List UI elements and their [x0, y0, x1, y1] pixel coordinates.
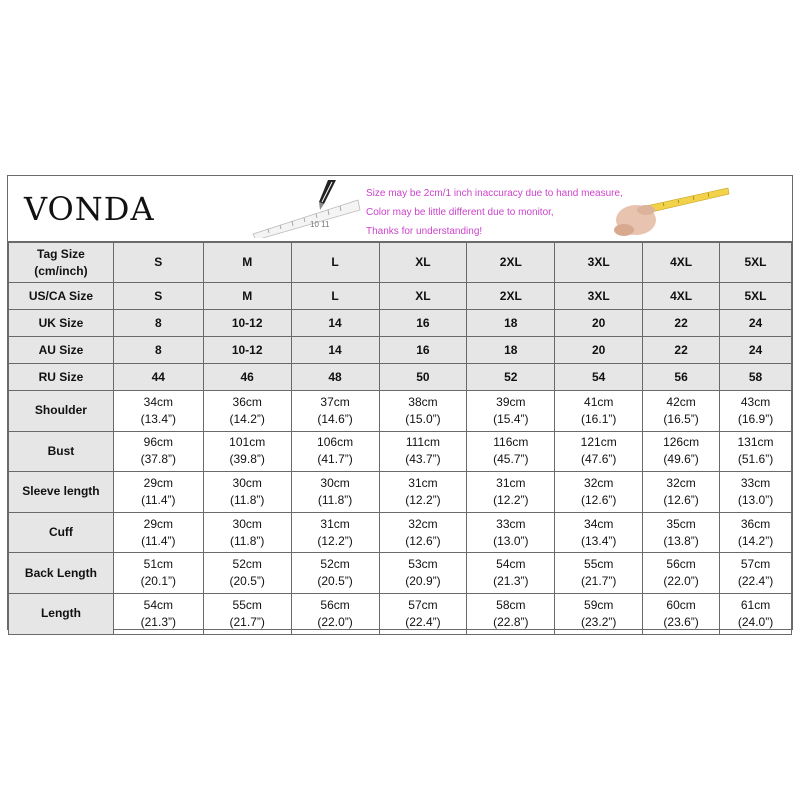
cm-value: 29cm [143, 475, 173, 490]
inch-value: (21.7”) [581, 574, 617, 589]
size-cell: 46 [203, 364, 291, 391]
measure-cell [379, 593, 467, 634]
size-cell: 24 [720, 337, 792, 364]
measure-cell [203, 553, 291, 594]
measure-cell [203, 593, 291, 634]
measure-cell [467, 431, 555, 472]
size-cell: 56 [643, 364, 720, 391]
cm-value: 131cm [737, 435, 774, 450]
inch-value: (11.4”) [141, 492, 176, 507]
measure-cell [643, 472, 720, 513]
measure-cell [555, 391, 643, 432]
inch-value: (11.8”) [229, 492, 265, 507]
inch-value: (13.4”) [581, 533, 617, 548]
measure-cell [379, 512, 467, 553]
inch-value: (21.7”) [229, 614, 265, 629]
inch-value: (41.7”) [317, 452, 353, 467]
measure-row [9, 593, 792, 634]
inch-value: (22.4”) [405, 614, 441, 629]
note-line: Color may be little different due to monitor, [366, 207, 554, 218]
size-cell: L [291, 243, 379, 283]
cm-value: 106cm [317, 435, 354, 450]
inch-value: (13.0”) [493, 533, 529, 548]
cm-value: 36cm [740, 516, 771, 531]
cm-value: 33cm [740, 475, 771, 490]
size-cell: 5XL [720, 283, 792, 310]
size-cell: XL [379, 243, 467, 283]
cm-value: 34cm [584, 516, 614, 531]
measure-cell [555, 472, 643, 513]
inch-value: (22.8”) [493, 614, 529, 629]
cm-value: 96cm [143, 435, 173, 450]
size-cell: 8 [113, 310, 203, 337]
inch-value: (13.8”) [663, 533, 699, 548]
cm-value: 60cm [666, 597, 696, 612]
cm-value: 42cm [666, 394, 696, 409]
cm-value: 56cm [320, 597, 350, 612]
size-cell: M [203, 243, 291, 283]
measure-cell [113, 391, 203, 432]
size-cell: 14 [291, 337, 379, 364]
inch-value: (23.2”) [581, 614, 617, 629]
measure-cell [555, 431, 643, 472]
cm-value: 111cm [405, 435, 441, 450]
measure-cell [720, 472, 792, 513]
inch-value: (47.6”) [581, 452, 617, 467]
inch-value: (12.2”) [405, 492, 441, 507]
measure-cell [203, 431, 291, 472]
measure-cell [643, 553, 720, 594]
cm-value: 54cm [143, 597, 173, 612]
measure-row [9, 431, 792, 472]
measure-cell [379, 472, 467, 513]
size-row [9, 243, 792, 283]
size-row [9, 283, 792, 310]
inch-value: (22.0”) [663, 574, 699, 589]
row-label: RU Size [9, 364, 114, 391]
inch-value: (15.0”) [405, 411, 441, 426]
cm-value: 52cm [320, 557, 350, 572]
cm-value: 30cm [232, 475, 262, 490]
pen-ruler-icon [248, 178, 363, 238]
cm-value: 33cm [496, 516, 526, 531]
cm-value: 116cm [493, 435, 529, 450]
measure-cell [291, 512, 379, 553]
measure-cell [113, 472, 203, 513]
size-cell: 18 [467, 337, 555, 364]
inch-value: (37.8”) [140, 452, 176, 467]
row-label: Tag Size (cm/inch) [9, 243, 114, 283]
measure-cell [720, 593, 792, 634]
size-cell: 5XL [720, 243, 792, 283]
cm-value: 32cm [666, 475, 696, 490]
cm-value: 51cm [143, 557, 173, 572]
cm-value: 31cm [496, 475, 526, 490]
measure-cell [379, 391, 467, 432]
cm-value: 126cm [663, 435, 700, 450]
size-cell: 4XL [643, 243, 720, 283]
notes [366, 184, 623, 241]
size-cell: L [291, 283, 379, 310]
inch-value: (39.8”) [229, 452, 265, 467]
size-row [9, 310, 792, 337]
size-row [9, 364, 792, 391]
row-label: Bust [9, 431, 114, 472]
measure-row [9, 391, 792, 432]
cm-value: 41cm [584, 394, 614, 409]
size-cell: 44 [113, 364, 203, 391]
cm-value: 30cm [320, 475, 350, 490]
measure-cell [643, 431, 720, 472]
size-cell: 58 [720, 364, 792, 391]
measure-cell [113, 593, 203, 634]
size-cell: XL [379, 283, 467, 310]
cm-value: 39cm [496, 394, 526, 409]
size-cell: 4XL [643, 283, 720, 310]
svg-text:10 11: 10 11 [310, 220, 330, 229]
measure-cell [555, 593, 643, 634]
inch-value: (12.2”) [317, 533, 353, 548]
cm-value: 43cm [740, 394, 771, 409]
inch-value: (24.0”) [737, 614, 774, 629]
measure-cell [379, 431, 467, 472]
cm-value: 56cm [666, 557, 696, 572]
cm-value: 53cm [408, 557, 438, 572]
cm-value: 29cm [143, 516, 173, 531]
inch-value: (45.7”) [493, 452, 529, 467]
size-cell: 14 [291, 310, 379, 337]
cm-value: 121cm [580, 435, 617, 450]
chart-header [8, 176, 792, 242]
cm-value: 55cm [232, 597, 262, 612]
size-cell: S [113, 243, 203, 283]
inch-value: (14.6”) [317, 411, 353, 426]
measure-cell [467, 391, 555, 432]
cm-value: 34cm [143, 394, 173, 409]
cm-value: 37cm [320, 394, 350, 409]
size-cell: 22 [643, 310, 720, 337]
size-cell: 3XL [555, 243, 643, 283]
measure-cell [467, 553, 555, 594]
row-label: Shoulder [9, 391, 114, 432]
measure-cell [291, 472, 379, 513]
measure-cell [291, 391, 379, 432]
measure-cell [379, 553, 467, 594]
size-cell: 10-12 [203, 337, 291, 364]
cm-value: 31cm [320, 516, 350, 531]
inch-value: (11.4”) [141, 533, 176, 548]
inch-value: (16.5”) [663, 411, 699, 426]
size-cell: 48 [291, 364, 379, 391]
inch-value: (12.6”) [581, 492, 617, 507]
measure-cell [113, 553, 203, 594]
size-cell: S [113, 283, 203, 310]
row-label: AU Size [9, 337, 114, 364]
size-cell: 22 [643, 337, 720, 364]
row-label: Cuff [9, 512, 114, 553]
inch-value: (12.6”) [663, 492, 699, 507]
inch-value: (14.2”) [737, 533, 774, 548]
inch-value: (20.1”) [140, 574, 176, 589]
size-cell: 8 [113, 337, 203, 364]
brand-logo: VONDA [24, 190, 155, 228]
row-label: Back Length [9, 553, 114, 594]
inch-value: (14.2”) [229, 411, 265, 426]
measure-cell [113, 431, 203, 472]
measure-cell [203, 472, 291, 513]
cm-value: 32cm [408, 516, 438, 531]
measure-cell [720, 391, 792, 432]
cm-value: 52cm [232, 557, 262, 572]
inch-value: (43.7”) [405, 452, 441, 467]
inch-value: (21.3”) [140, 614, 176, 629]
inch-value: (21.3”) [493, 574, 529, 589]
size-cell: 54 [555, 364, 643, 391]
measure-cell [720, 512, 792, 553]
measure-cell [291, 431, 379, 472]
size-row [9, 337, 792, 364]
row-label: Sleeve length [9, 472, 114, 513]
hand-tape-measure-icon [608, 180, 733, 238]
measure-cell [467, 472, 555, 513]
measure-cell [643, 512, 720, 553]
size-cell: 18 [467, 310, 555, 337]
row-label: Length [9, 593, 114, 634]
inch-value: (12.2”) [493, 492, 529, 507]
measure-cell [467, 593, 555, 634]
size-cell: 52 [467, 364, 555, 391]
measure-cell [643, 593, 720, 634]
row-label: UK Size [9, 310, 114, 337]
cm-value: 38cm [408, 394, 438, 409]
size-cell: 16 [379, 310, 467, 337]
size-cell: M [203, 283, 291, 310]
size-cell: 20 [555, 337, 643, 364]
cm-value: 101cm [229, 435, 266, 450]
measure-cell [720, 553, 792, 594]
size-chart [7, 175, 793, 630]
size-table [8, 242, 792, 635]
size-cell: 20 [555, 310, 643, 337]
inch-value: (11.8”) [229, 533, 265, 548]
inch-value: (13.4”) [140, 411, 176, 426]
inch-value: (20.5”) [317, 574, 353, 589]
note-line: Size may be 2cm/1 inch inaccuracy due to hand measure, [366, 188, 623, 199]
inch-value: (20.5”) [229, 574, 265, 589]
inch-value: (22.0”) [317, 614, 353, 629]
inch-value: (51.6”) [737, 452, 774, 467]
measure-cell [643, 391, 720, 432]
inch-value: (22.4”) [737, 574, 774, 589]
measure-cell [467, 512, 555, 553]
size-cell: 2XL [467, 283, 555, 310]
cm-value: 57cm [408, 597, 438, 612]
measure-cell [113, 512, 203, 553]
measure-row [9, 553, 792, 594]
inch-value: (11.8”) [317, 492, 353, 507]
cm-value: 36cm [232, 394, 262, 409]
cm-value: 31cm [408, 475, 438, 490]
row-label: US/CA Size [9, 283, 114, 310]
measure-cell [555, 512, 643, 553]
measure-cell [720, 431, 792, 472]
inch-value: (15.4”) [493, 411, 529, 426]
measure-cell [291, 553, 379, 594]
measure-cell [291, 593, 379, 634]
inch-value: (16.1”) [581, 411, 617, 426]
cm-value: 57cm [740, 557, 771, 572]
cm-value: 35cm [666, 516, 696, 531]
measure-row [9, 512, 792, 553]
cm-value: 58cm [496, 597, 526, 612]
cm-value: 54cm [496, 557, 526, 572]
size-cell: 24 [720, 310, 792, 337]
size-cell: 16 [379, 337, 467, 364]
measure-cell [203, 512, 291, 553]
cm-value: 55cm [584, 557, 614, 572]
measure-row [9, 472, 792, 513]
cm-value: 61cm [740, 597, 771, 612]
inch-value: (20.9”) [405, 574, 441, 589]
measure-cell [203, 391, 291, 432]
measure-cell [555, 553, 643, 594]
size-cell: 10-12 [203, 310, 291, 337]
cm-value: 32cm [584, 475, 614, 490]
cm-value: 30cm [232, 516, 262, 531]
size-cell: 2XL [467, 243, 555, 283]
size-cell: 50 [379, 364, 467, 391]
inch-value: (16.9”) [737, 411, 774, 426]
inch-value: (49.6”) [663, 452, 699, 467]
inch-value: (12.6”) [405, 533, 441, 548]
note-line: Thanks for understanding! [366, 226, 483, 237]
inch-value: (23.6”) [663, 614, 699, 629]
size-cell: 3XL [555, 283, 643, 310]
cm-value: 59cm [584, 597, 614, 612]
inch-value: (13.0”) [737, 492, 774, 507]
